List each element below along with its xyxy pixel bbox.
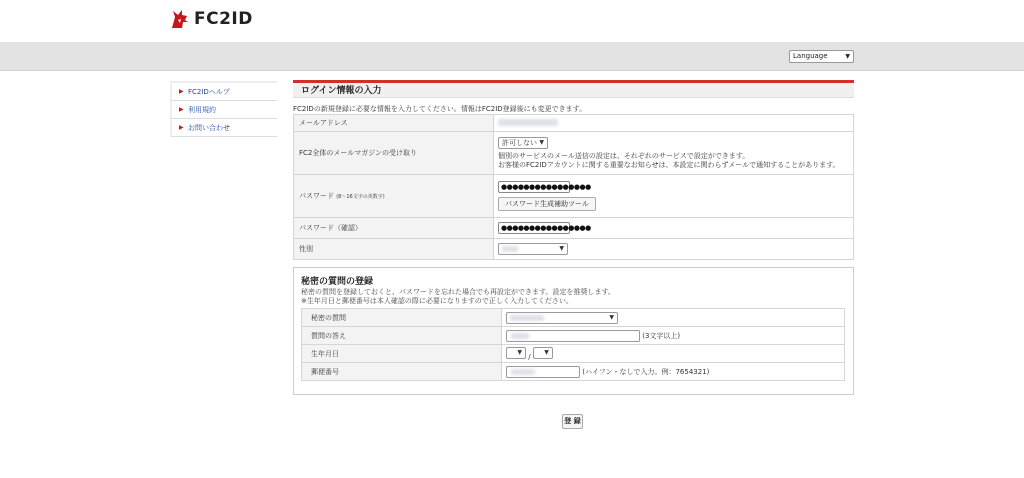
password-label: パスワード [299, 192, 334, 200]
answer-label: 質問の答え [302, 327, 502, 345]
question-row [302, 309, 845, 327]
gender-label: 性別 [294, 239, 494, 260]
email-value [494, 115, 854, 132]
newsletter-note-2: お客様のFC2IDアカウントに関する重要なお知らせは、本設定に関わらずメールで通知することがあります。 [498, 160, 840, 169]
password-confirm-label: パスワード（確認） [294, 218, 494, 239]
arrow-right-icon: ▶ [179, 106, 184, 113]
login-section-title: ログイン情報の入力 [293, 80, 854, 98]
birthday-label: 生年月日 [302, 345, 502, 363]
login-form-table [293, 114, 854, 260]
secret-text-1: 秘密の質問を登録しておくと、パスワードを忘れた場合でも再設定ができます。設定を推奨します。 [301, 288, 615, 296]
answer-note: (3文字以上) [642, 331, 681, 340]
arrow-right-icon: ▶ [179, 88, 184, 95]
header [0, 0, 1024, 42]
secret-section-title: 秘密の質問の登録 [301, 277, 374, 287]
sidebar-item-label: 利用規約 [188, 106, 216, 114]
newsletter-label: FC2全体のメールマガジンの受け取り [294, 132, 494, 175]
birthday-separator: / [528, 352, 531, 361]
email-label: メールアドレス [294, 115, 494, 132]
postal-input[interactable] [506, 366, 580, 378]
main-content [293, 80, 854, 395]
password-confirm-row [294, 218, 854, 239]
answer-input[interactable] [506, 330, 640, 342]
password-row [294, 175, 854, 218]
question-select[interactable] [506, 312, 618, 324]
sidebar-item-help[interactable] [170, 83, 277, 101]
secret-text-2: ※生年月日と郵便番号は本人確認の際に必要になりますので正しく入力してください。 [301, 297, 573, 305]
password-hint: (8〜16文字の英数字) [336, 194, 385, 200]
register-button[interactable]: 登 録 [562, 414, 583, 429]
secret-form-table [301, 308, 845, 381]
arrow-right-icon: ▶ [179, 124, 184, 131]
gender-row [294, 239, 854, 260]
sidebar-item-contact[interactable] [170, 119, 277, 137]
sidebar [170, 81, 277, 137]
password-generator-button[interactable]: パスワード生成補助ツール [498, 197, 596, 211]
chevron-down-icon: ▼ [559, 245, 564, 252]
language-select-value: Language [793, 52, 828, 60]
language-select[interactable] [789, 50, 854, 63]
answer-row [302, 327, 845, 345]
chevron-down-icon: ▼ [609, 313, 614, 321]
newsletter-row [294, 132, 854, 175]
postal-label: 郵便番号 [302, 363, 502, 381]
chevron-down-icon: ▼ [845, 53, 850, 60]
chevron-down-icon: ▼ [517, 348, 522, 356]
email-row [294, 115, 854, 132]
birth-month-select[interactable] [506, 347, 526, 359]
logo-text: FC2ID [194, 9, 253, 29]
sidebar-item-terms[interactable] [170, 101, 277, 119]
newsletter-select[interactable] [498, 137, 548, 149]
postal-row [302, 363, 845, 381]
sidebar-item-label: お問い合わせ [188, 124, 230, 132]
secret-question-box [293, 267, 854, 395]
birthday-row [302, 345, 845, 363]
question-label: 秘密の質問 [302, 309, 502, 327]
login-intro: FC2IDの新規登録に必要な情報を入力してください。情報はFC2ID登録後にも変更できます。 [293, 105, 587, 113]
gender-select[interactable] [498, 243, 568, 255]
postal-note: (ハイフン・なしで入力。例：7654321) [582, 367, 710, 376]
top-bar [0, 42, 1024, 71]
newsletter-select-value: 許可しない [502, 138, 537, 147]
fc2id-logo[interactable] [170, 8, 253, 30]
chevron-down-icon: ▼ [539, 138, 544, 146]
unicorn-logo-icon [170, 8, 190, 30]
password-input[interactable]: ●●●●●●●●●●●●●●●● [498, 181, 570, 193]
chevron-down-icon: ▼ [544, 348, 549, 356]
sidebar-item-label: FC2IDヘルプ [188, 88, 230, 96]
birth-day-select[interactable] [533, 347, 553, 359]
password-confirm-input[interactable]: ●●●●●●●●●●●●●●●● [498, 222, 570, 234]
newsletter-note-1: 個別のサービスのメール送信の設定は、それぞれのサービスで設定ができます。 [498, 151, 750, 160]
